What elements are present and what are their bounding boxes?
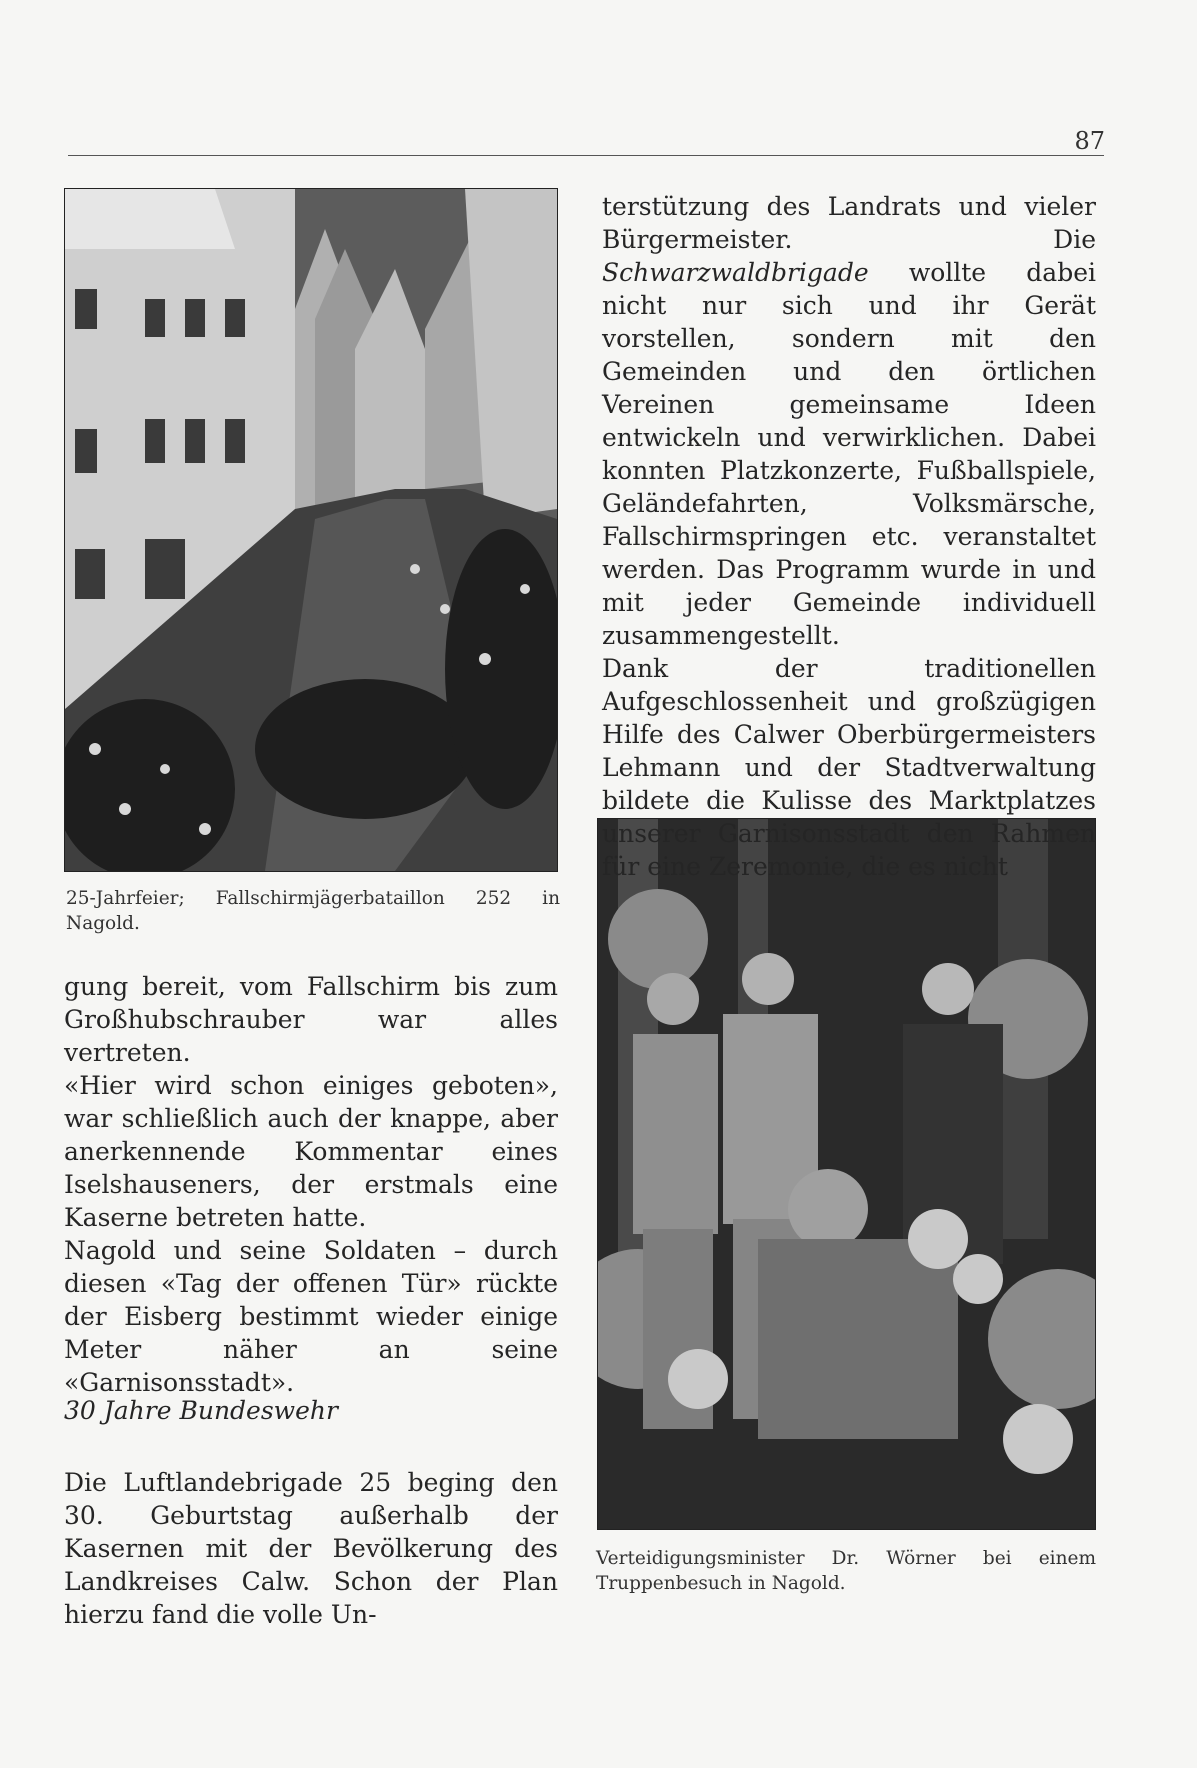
- right-paragraph-1: [602, 190, 1096, 652]
- figure-caption-2: Verteidigungsminister Dr. Wörner bei einem Truppenbesuch in Nagold.: [596, 1548, 1096, 1594]
- right-paragraph-2: Dank der traditionellen Aufgeschlossenheit und großzügigen Hilfe des Calwer Oberbürgermeisters Lehmann und der Stadtverwaltung bildete die Kulisse des Marktplatzes unserer Garnisonsstadt den Rahmen für eine Zeremonie, die es nicht: [602, 654, 1096, 881]
- parade-photo-graphic: [65, 189, 557, 871]
- right-column-text: [602, 190, 1096, 883]
- header-rule: [68, 155, 1104, 156]
- right-p1-start: terstützung des Landrats und vieler Bürgermeister. Die: [602, 192, 1096, 254]
- section-heading: 30 Jahre Bundeswehr: [64, 1396, 338, 1425]
- parade-photo: [64, 188, 558, 872]
- left-paragraph-2: «Hier wird schon einiges geboten», war schließlich auch der knappe, aber anerkennende Kommentar eines Iselshauseners, der erstmals eine Kaserne betreten hatte.: [64, 1071, 558, 1232]
- minister-photo: [597, 818, 1096, 1530]
- right-p1-end: wollte dabei nicht nur sich und ihr Gerät vorstellen, sondern mit den Gemeinden und den örtlichen Vereinen gemeinsame Ideen entwickeln und verwirklichen. Dabei konnten Platzkonzerte, Fußballspiele, Geländefahrten, Volksmärsche, Fallschirmspringen etc. veranstaltet werden. Das Programm wurde in und mit jeder Gemeinde individuell zusammengestellt.: [602, 258, 1096, 650]
- left-paragraph-3: Nagold und seine Soldaten – durch diesen «Tag der offenen Tür» rückte der Eisberg bestimmt wieder einige Meter näher an seine «Garnisonsstadt».: [64, 1236, 558, 1397]
- left-paragraph-1: gung bereit, vom Fallschirm bis zum Großhubschrauber war alles vertreten.: [64, 972, 558, 1067]
- minister-photo-graphic: [598, 819, 1095, 1529]
- left-paragraph-4: Die Luftlandebrigade 25 beging den 30. Geburtstag außerhalb der Kasernen mit der Bevölkerung des Landkreises Calw. Schon der Plan hierzu fand die volle Un-: [64, 1468, 558, 1629]
- figure-caption-1: 25-Jahrfeier; Fallschirmjägerbataillon 252 in Nagold.: [66, 888, 560, 934]
- brigade-name: Schwarzwaldbrigade: [602, 258, 869, 287]
- left-column-text-2: [64, 1466, 558, 1631]
- page-number: 87: [1074, 127, 1105, 155]
- left-column-text: [64, 970, 558, 1399]
